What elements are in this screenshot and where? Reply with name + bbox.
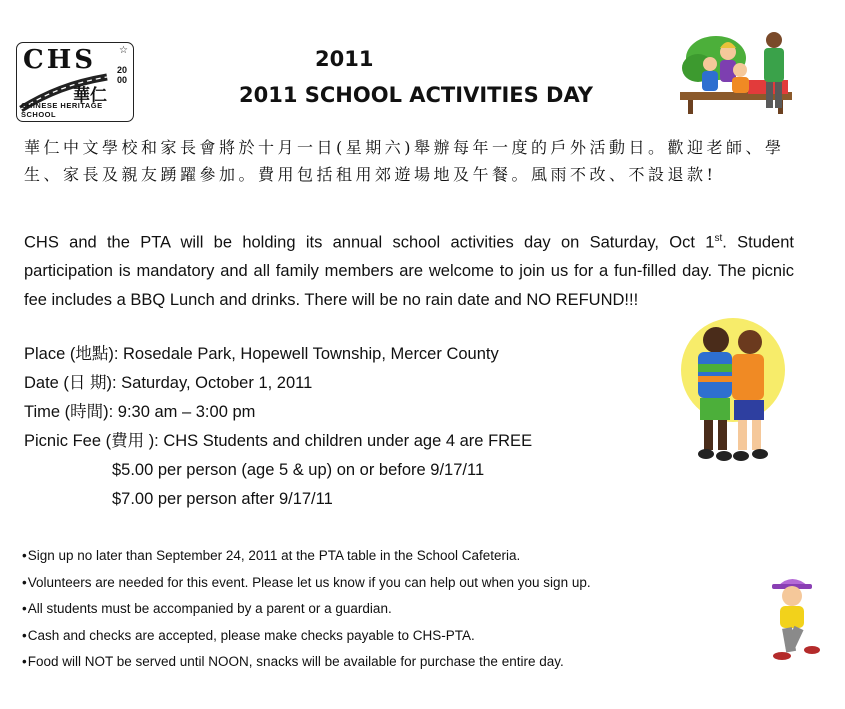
- chinese-announcement: 華仁中文學校和家長會將於十月一日(星期六)舉辦每年一度的戶外活動日。歡迎老師、學生、家長及親友踴躍參加。費用包括租用郊遊場地及午餐。風雨不改、不設退款!: [24, 138, 785, 184]
- english-text-part1: CHS and the PTA will be holding its annual school activities day on Saturday, Oct 1: [24, 233, 715, 252]
- detail-fee-early: $5.00 per person (age 5 & up) on or before 9/17/11: [112, 461, 485, 479]
- logo-year: 2000: [117, 65, 128, 85]
- detail-place: Place (地點): Rosedale Park, Hopewell Township, Mercer County: [24, 345, 499, 363]
- detail-time: Time (時間): 9:30 am – 3:00 pm: [24, 403, 256, 421]
- list-item: • Cash and checks are accepted, please make checks payable to CHS-PTA.: [22, 623, 591, 650]
- event-details: [24, 340, 532, 514]
- detail-fee-late: $7.00 per person after 9/17/11: [112, 490, 333, 508]
- friends-clipart: [678, 318, 788, 464]
- logo-school-name: CHINESE HERITAGE SCHOOL: [21, 101, 103, 119]
- page-title: 2011 SCHOOL ACTIVITIES DAY: [239, 83, 593, 107]
- logo-chinese-name: 華仁: [73, 86, 107, 106]
- detail-fee: Picnic Fee (費用 ): CHS Students and children under age 4 are FREE: [24, 432, 533, 450]
- chs-logo: [16, 42, 134, 122]
- list-item: • All students must be accompanied by a parent or a guardian.: [22, 596, 591, 623]
- ordinal-suffix: st: [714, 233, 723, 244]
- star-icon: ☆: [119, 45, 128, 56]
- picnic-family-clipart: [678, 28, 798, 114]
- english-announcement: [24, 225, 794, 314]
- detail-date: Date (日 期): Saturday, October 1, 2011: [24, 374, 313, 392]
- notes-list: [22, 543, 591, 676]
- list-item: • Volunteers are needed for this event. Please let us know if you can help out when you sign up.: [22, 570, 591, 597]
- kid-with-cap-clipart: [762, 574, 824, 666]
- list-item: • Food will NOT be served until NOON, snacks will be available for purchase the entire day.: [22, 649, 591, 676]
- english-text-part2: . Student participation is mandatory and all family members are welcome to join us for a fun-filled day. The picnic fee includes a BBQ Lunch and drinks. There will be no rain date and NO REFUND!!!: [24, 233, 794, 309]
- list-item: • Sign up no later than September 24, 2011 at the PTA table in the School Cafeteria.: [22, 543, 591, 570]
- logo-letters: CHS: [23, 45, 97, 75]
- title-year: 2011: [315, 47, 374, 71]
